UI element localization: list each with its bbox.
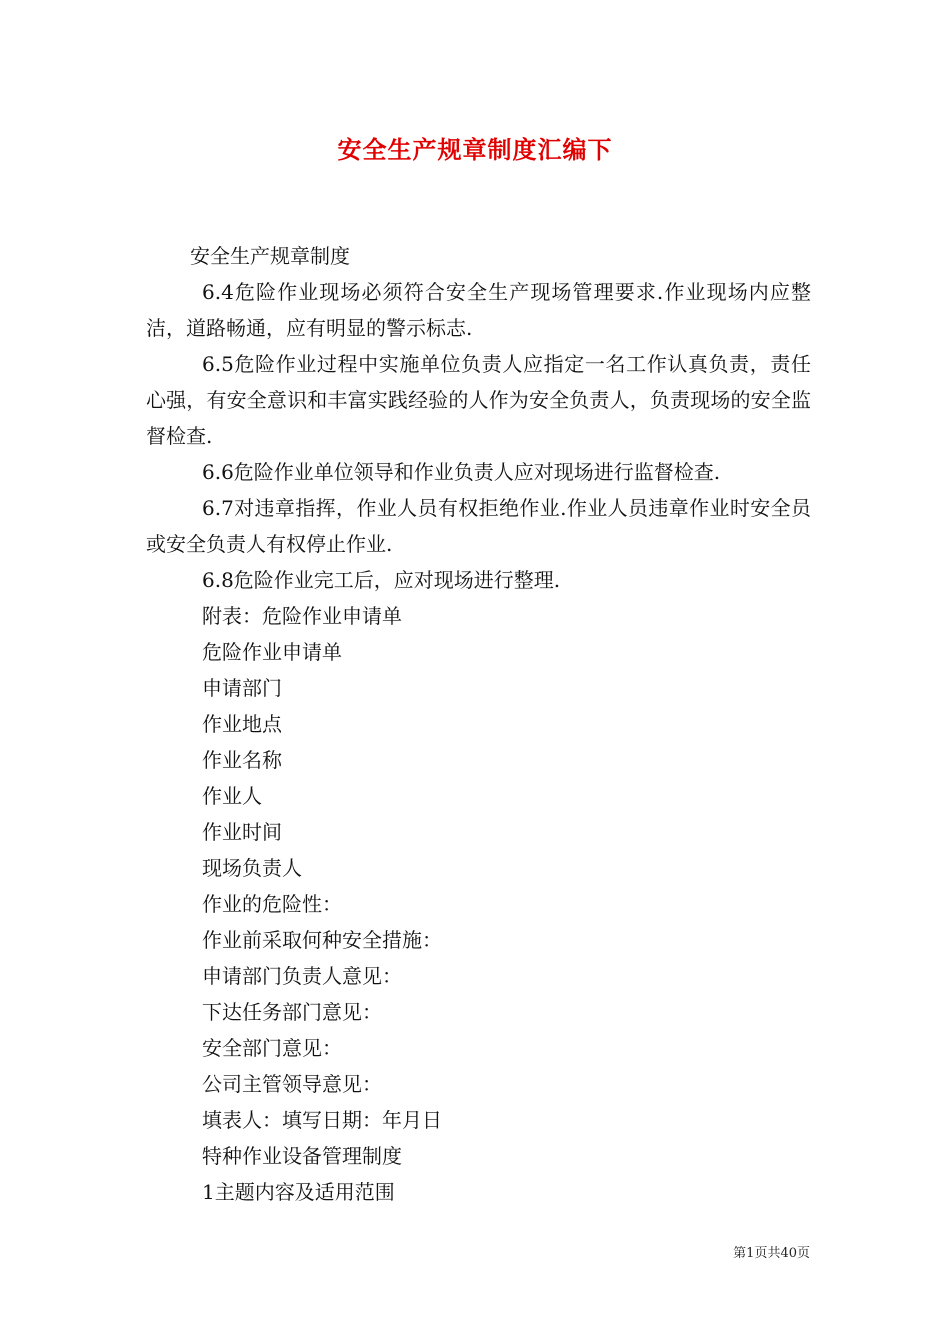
appendix-line: 附表：危险作业申请单: [202, 604, 402, 628]
next-section-title: 特种作业设备管理制度: [202, 1144, 402, 1168]
page-number-footer: 第1页共40页: [733, 1246, 810, 1261]
form-title-line: 危险作业申请单: [202, 640, 342, 664]
form-field-line: 安全部门意见：: [202, 1036, 342, 1060]
section-heading: 安全生产规章制度: [190, 244, 350, 268]
paragraph-6-4: 6.4危险作业现场必须符合安全生产现场管理要求.作业现场内应整洁，道路畅通，应有明显的警示标志.: [146, 280, 811, 340]
form-field-line: 现场负责人: [202, 856, 302, 880]
form-field-line: 作业地点: [202, 712, 282, 736]
paragraph-6-6: 6.6危险作业单位领导和作业负责人应对现场进行监督检查.: [202, 460, 721, 484]
form-field-line: 公司主管领导意见：: [202, 1072, 382, 1096]
form-field-line: 作业名称: [202, 748, 282, 772]
subsection-heading: 1主题内容及适用范围: [202, 1180, 395, 1204]
form-field-line: 作业前采取何种安全措施：: [202, 928, 442, 952]
document-title: 安全生产规章制度汇编下: [337, 136, 613, 164]
paragraph-6-8: 6.8危险作业完工后，应对现场进行整理.: [202, 568, 561, 592]
document-body: [146, 238, 811, 1210]
paragraph-6-5: 6.5危险作业过程中实施单位负责人应指定一名工作认真负责，责任心强，有安全意识和丰富实践经验的人作为安全负责人，负责现场的安全监督检查.: [146, 352, 811, 448]
form-field-line: 申请部门: [202, 676, 282, 700]
paragraph-6-7: 6.7对违章指挥，作业人员有权拒绝作业.作业人员违章作业时安全员或安全负责人有权停止作业.: [146, 496, 811, 556]
form-field-line: 作业人: [202, 784, 262, 808]
form-field-line: 填表人：填写日期：年月日: [202, 1108, 442, 1132]
form-field-line: 作业的危险性：: [202, 892, 342, 916]
form-field-line: 申请部门负责人意见：: [202, 964, 402, 988]
form-field-line: 下达任务部门意见：: [202, 1000, 382, 1024]
form-field-line: 作业时间: [202, 820, 282, 844]
